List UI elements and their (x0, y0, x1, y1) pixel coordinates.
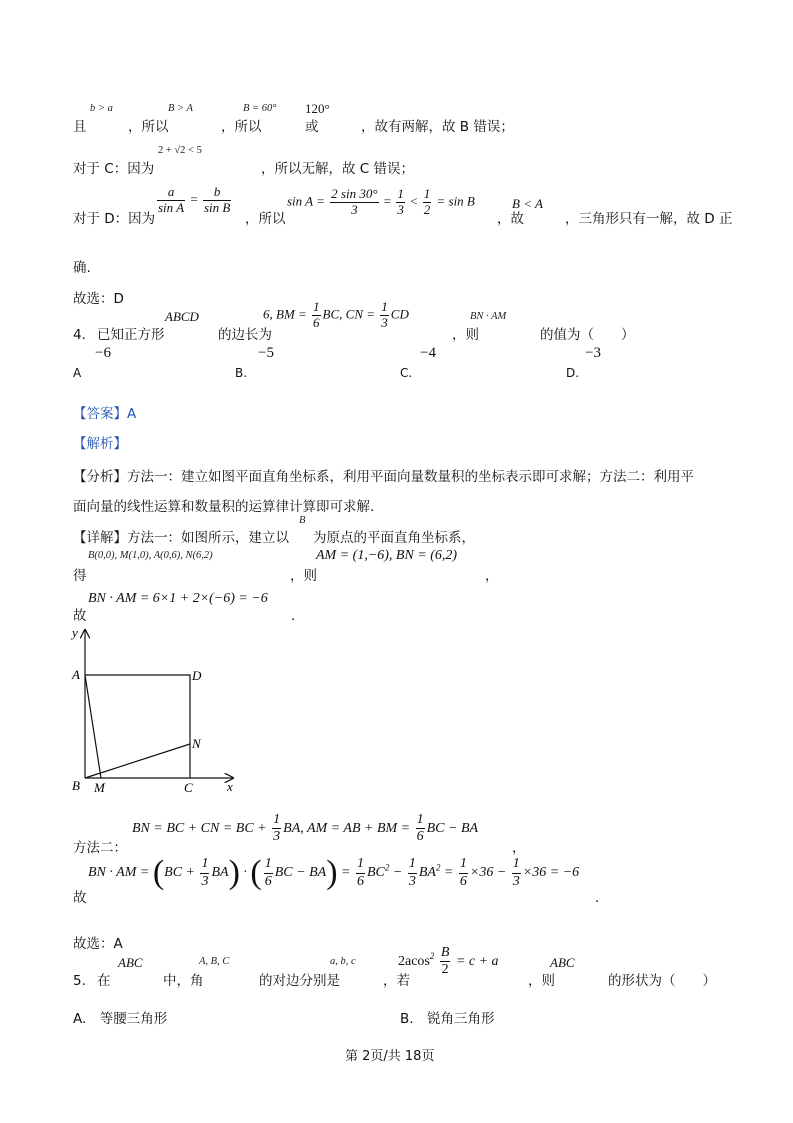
q4-text-comma: ， (485, 568, 499, 584)
q4-option-d-value: −3 (585, 345, 601, 361)
text-l1: 且 (73, 119, 87, 135)
q5-option-a: A. 等腰三角形 (73, 1011, 168, 1027)
text-l3d: ，三角形只有一解，故 D 正 (565, 211, 733, 227)
math-B-gt-A: B > A (168, 103, 193, 114)
q4-option-c-label: C. (400, 366, 413, 380)
q4-number: 4. (73, 327, 86, 343)
q4-math-vectors: AM = (1,−6), BN = (6,2) (316, 548, 458, 563)
label-C: C (184, 780, 193, 795)
q4-option-a-value: −6 (95, 345, 111, 361)
q5-math-ABC: ABC (118, 955, 143, 970)
math-cond-c: 2 + √2 < 5 (158, 145, 202, 156)
math-b-gt-a: b > a (90, 103, 113, 114)
q4-analysis-line1: 【分析】方法一：建立如图平面直角坐标系，利用平面向量数量积的坐标表示即可求解；方法二：利用平 (73, 469, 694, 485)
q4-detail-line1a: 【详解】方法一：如图所示，建立以 (73, 530, 289, 546)
q4-text-de: 得 (73, 568, 87, 584)
q4-math-dot: BN · AM (470, 311, 507, 322)
label-N: N (192, 736, 201, 751)
q4-method2-label: 方法二： (73, 840, 127, 856)
q4-math-B-origin: B (299, 515, 306, 526)
label-D: D (192, 668, 202, 683)
text-l1b: ，所以 (128, 119, 169, 135)
math-B-lt-A: B < A (512, 196, 543, 211)
q5-text4: ，若 (383, 973, 410, 989)
text-l3: 对于 D：因为 (73, 211, 156, 227)
q4-text4: 的值为（ ） (540, 327, 635, 343)
coordinate-figure (70, 625, 250, 795)
q4-math-points: B(0,0), M(1,0), A(0,6), N(6,2) (88, 550, 213, 561)
text-l5: 故选：D (73, 291, 124, 307)
text-l3b: ，所以 (245, 211, 286, 227)
math-B-60: B = 60° (243, 103, 277, 114)
q4-option-c-value: −4 (420, 345, 436, 361)
square-outline (85, 675, 190, 778)
text-l1c: ，所以 (221, 119, 262, 135)
text-l1e: ，故有两解，故 B 错误； (361, 119, 514, 135)
math-120: 120° (305, 101, 330, 116)
q5-text5: ，则 (528, 973, 555, 989)
q4-method2-formula2: BN · AM = (BC + $\frac{1}{3}$ BA) · ( $\frac{1}{6}$ BC − BA) = $\frac{1}{6}$ $BC^2$ − $\frac{1}{3}$ $BA^2$ = $\frac{1}{6}$ ×36 − $\frac{1}{3}$ ×36 = −6 (88, 854, 580, 891)
text-l2b: ，所以无解，故 C 错误； (261, 161, 415, 177)
segment-BN (85, 744, 190, 778)
q4-text-gu: 故 (73, 608, 87, 624)
q4-option-a-label: A (73, 366, 82, 380)
q4-text-ze: ，则 (290, 568, 317, 584)
q5-math-sides: a, b, c (330, 956, 356, 967)
segment-AM (85, 675, 101, 778)
q4-method2-gu: 故 (73, 890, 87, 906)
q4-option-d-label: D. (566, 366, 580, 380)
math-law-of-sines: $\frac{a}{\text{sin A}}$ = $\frac{b}{\text{sin B}}$ (158, 184, 231, 215)
q5-math-ABC2: ABC (550, 955, 575, 970)
q4-text-period: . (291, 608, 296, 624)
q4-option-b-label: B. (235, 366, 248, 380)
q5-text3: 的对边分别是 (259, 973, 340, 989)
math-sinA-computation: sin A = $\frac{2 \sin 30^\circ}{3}$ = $\frac{1}{3}$ < $\frac{1}{2}$ = sin B (287, 186, 475, 217)
q4-choose: 故选：A (73, 936, 123, 952)
label-B: B (72, 778, 80, 793)
q4-method2-period: . (595, 890, 600, 906)
label-M: M (94, 780, 105, 795)
q5-text6: 的形状为（ ） (608, 973, 716, 989)
q5-text1: 在 (97, 973, 111, 989)
q4-analysis-heading: 【解析】 (73, 436, 127, 452)
q5-text2: 中，角 (163, 973, 204, 989)
q5-option-b: B. 锐角三角形 (400, 1011, 495, 1027)
q4-answer: 【答案】A (73, 406, 137, 422)
q4-text2: 的边长为 (218, 327, 272, 343)
q4-option-b-value: −5 (258, 345, 274, 361)
q4-math-dot-result: BN · AM = 6×1 + 2×(−6) = −6 (88, 591, 268, 606)
q4-math-conditions: 6, BM = $\frac{1}{6}$ BC, CN = $\frac{1}{3}$ CD (263, 299, 409, 330)
label-x: x (227, 779, 233, 794)
q4-math-ABCD: ABCD (165, 309, 199, 324)
q5-math-condition: 2acos$^2$ $\frac{B}{2}$ = c + a (398, 945, 499, 978)
label-A: A (72, 667, 80, 682)
q4-detail-line1b: 为原点的平面直角坐标系， (313, 530, 475, 546)
q4-method2-comma: ， (512, 840, 526, 856)
q5-number: 5. (73, 973, 86, 989)
text-l1d: 或 (305, 119, 319, 135)
q4-text3: ，则 (452, 327, 479, 343)
q4-text1: 已知正方形 (97, 327, 165, 343)
page-footer: 第 2页/共 18页 (345, 1049, 435, 1064)
label-y: y (72, 625, 78, 640)
q4-method2-formula1: BN = BC + CN = BC + $\frac{1}{3}$ BA, AM = AB + BM = $\frac{1}{6}$ BC − BA (132, 812, 479, 845)
q4-analysis-line2: 面向量的线性运算和数量积的运算律计算即可求解. (73, 499, 375, 515)
text-l4: 确. (73, 260, 91, 276)
text-l2: 对于 C：因为 (73, 161, 155, 177)
q5-math-angles: A, B, C (199, 956, 230, 967)
text-l3c: ，故 (497, 211, 524, 227)
